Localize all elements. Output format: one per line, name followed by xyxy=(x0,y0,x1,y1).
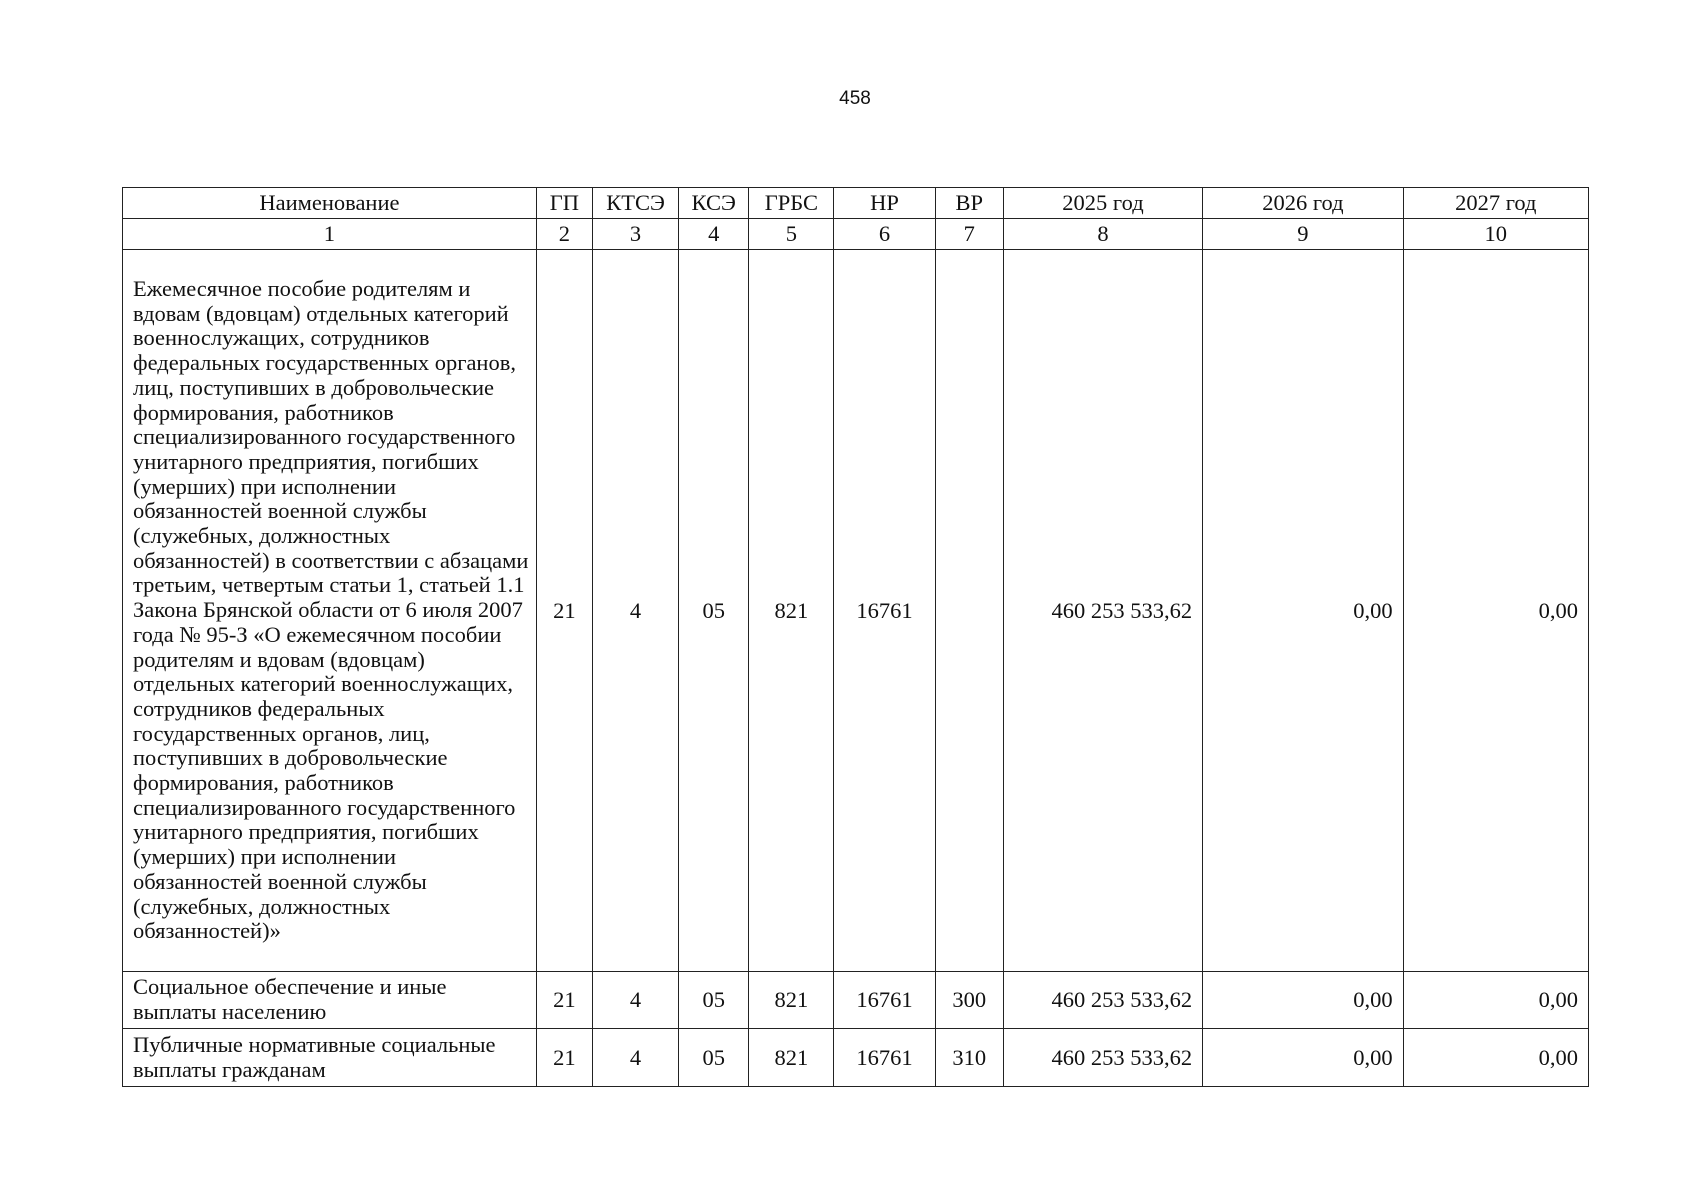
row-amount-2027: 0,00 xyxy=(1403,972,1588,1029)
column-number: 1 xyxy=(123,219,537,250)
header-name: Наименование xyxy=(123,188,537,219)
header-gp: ГП xyxy=(536,188,592,219)
row-vr: 300 xyxy=(935,972,1003,1029)
row-amount-2026: 0,00 xyxy=(1203,250,1403,972)
header-vr: ВР xyxy=(935,188,1003,219)
row-amount-2025: 460 253 533,62 xyxy=(1003,972,1202,1029)
row-nr: 16761 xyxy=(834,1029,935,1087)
row-name: Публичные нормативные социальные выплаты гражданам xyxy=(123,1029,537,1087)
header-2025: 2025 год xyxy=(1003,188,1202,219)
row-name: Социальное обеспечение и иные выплаты населению xyxy=(123,972,537,1029)
table-row xyxy=(123,1029,1589,1087)
row-amount-2027: 0,00 xyxy=(1403,250,1588,972)
row-gp: 21 xyxy=(536,1029,592,1087)
header-grbs: ГРБС xyxy=(749,188,834,219)
row-ktse: 4 xyxy=(592,1029,678,1087)
header-ktse: КТСЭ xyxy=(592,188,678,219)
row-amount-2027: 0,00 xyxy=(1403,1029,1588,1087)
table-row xyxy=(123,972,1589,1029)
column-number-row xyxy=(123,219,1589,250)
row-ktse: 4 xyxy=(592,972,678,1029)
header-2027: 2027 год xyxy=(1403,188,1588,219)
row-kse: 05 xyxy=(679,250,749,972)
row-name: Ежемесячное пособие родителям и вдовам (вдовцам) отдельных категорий военнослужащих, сотрудников федеральных государственных органов, лиц, поступивших в добровольческие формирования, работников специализированного государственного унитарного предприятия, погибших (умерших) при исполнении обязанностей военной службы (служебных, должностных обязанностей) в соответствии с абзацами третьим, четвертым статьи 1, статьей 1.1 Закона Брянской области от 6 июля 2007 года № 95-З «О ежемесячном пособии родителям и вдовам (вдовцам) отдельных категорий военнослужащих, сотрудников федеральных государственных органов, лиц, поступивших в добровольческие формирования, работников специализированного государственного унитарного предприятия, погибших (умерших) при исполнении обязанностей военной службы (служебных, должностных обязанностей)» xyxy=(123,250,537,972)
row-amount-2026: 0,00 xyxy=(1203,972,1403,1029)
row-vr xyxy=(935,250,1003,972)
row-nr: 16761 xyxy=(834,250,935,972)
header-2026: 2026 год xyxy=(1203,188,1403,219)
row-gp: 21 xyxy=(536,250,592,972)
header-kse: КСЭ xyxy=(679,188,749,219)
column-number: 6 xyxy=(834,219,935,250)
column-number: 3 xyxy=(592,219,678,250)
row-kse: 05 xyxy=(679,1029,749,1087)
row-vr: 310 xyxy=(935,1029,1003,1087)
column-number: 2 xyxy=(536,219,592,250)
header-nr: НР xyxy=(834,188,935,219)
column-number: 5 xyxy=(749,219,834,250)
row-nr: 16761 xyxy=(834,972,935,1029)
column-number: 8 xyxy=(1003,219,1202,250)
column-number: 4 xyxy=(679,219,749,250)
row-ktse: 4 xyxy=(592,250,678,972)
column-number: 10 xyxy=(1403,219,1588,250)
column-number: 7 xyxy=(935,219,1003,250)
header-row xyxy=(123,188,1589,219)
row-amount-2025: 460 253 533,62 xyxy=(1003,250,1202,972)
page-number: 458 xyxy=(839,88,871,109)
budget-table xyxy=(122,187,1589,1087)
table-row xyxy=(123,250,1589,972)
row-amount-2025: 460 253 533,62 xyxy=(1003,1029,1202,1087)
column-number: 9 xyxy=(1203,219,1403,250)
row-amount-2026: 0,00 xyxy=(1203,1029,1403,1087)
row-grbs: 821 xyxy=(749,972,834,1029)
row-grbs: 821 xyxy=(749,1029,834,1087)
row-grbs: 821 xyxy=(749,250,834,972)
row-kse: 05 xyxy=(679,972,749,1029)
row-gp: 21 xyxy=(536,972,592,1029)
